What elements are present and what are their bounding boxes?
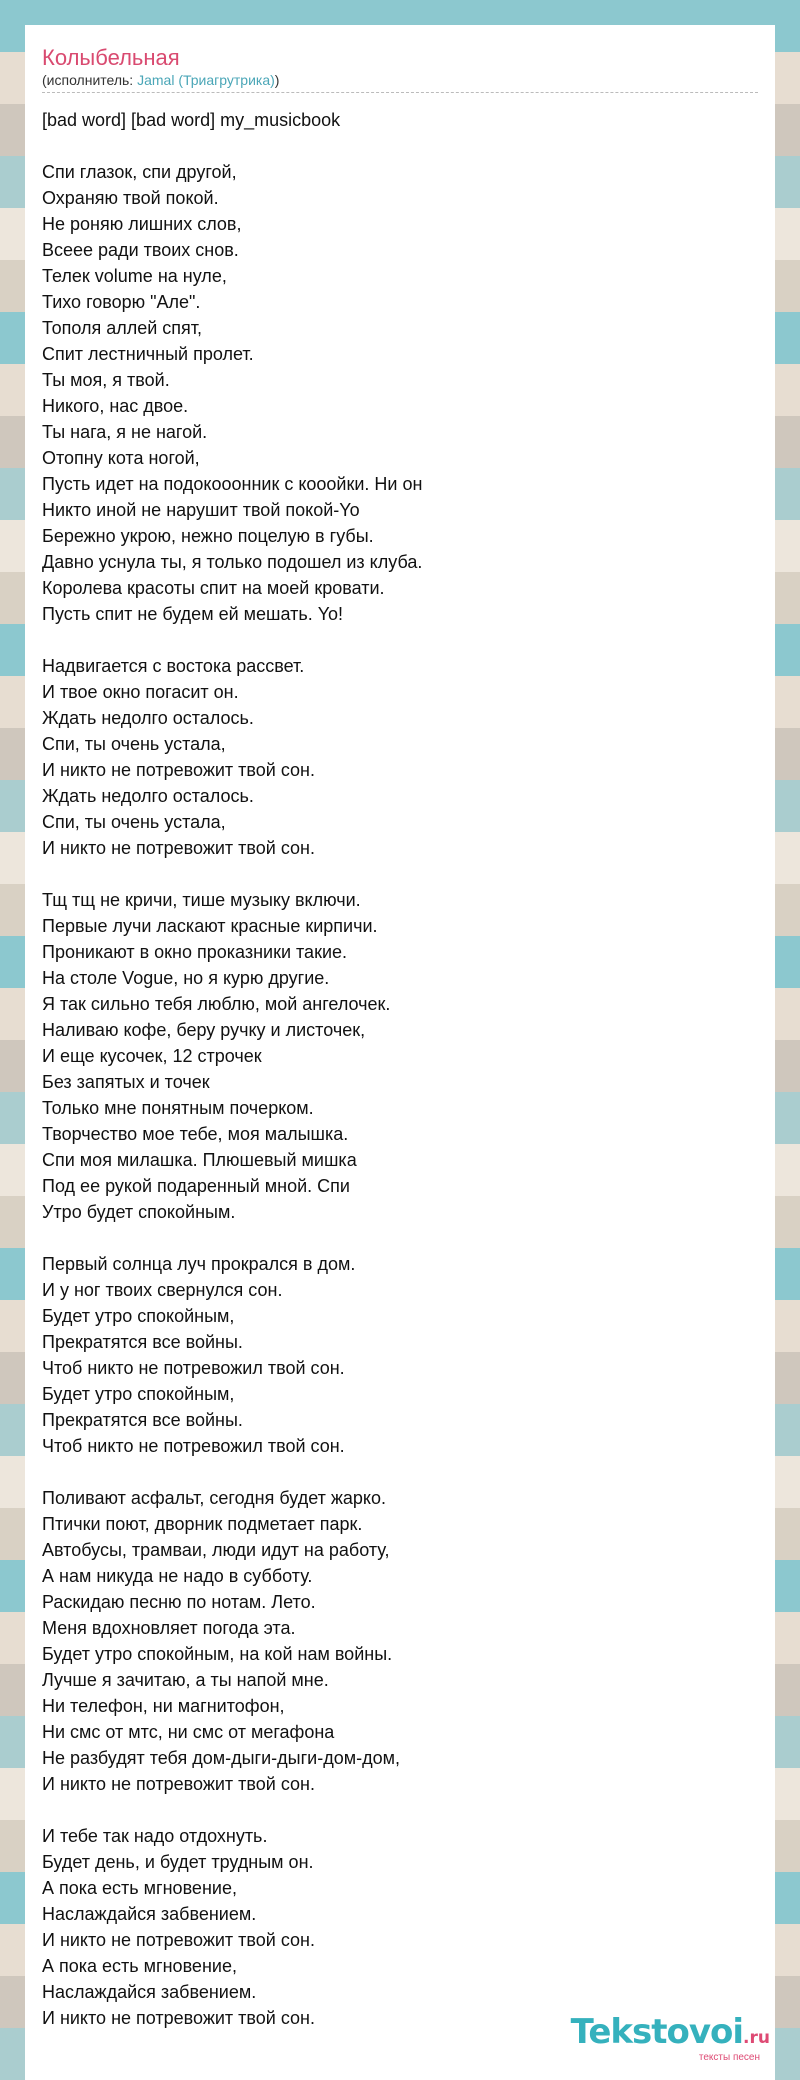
lyrics-line: Спит лестничный пролет. (42, 344, 254, 364)
lyrics-line: А пока есть мгновение, (42, 1956, 237, 1976)
lyrics-line: Проникают в окно проказники такие. (42, 942, 348, 962)
lyrics-line: Всеее ради твоих снов. (42, 240, 239, 260)
logo-tld: .ru (743, 2028, 770, 2048)
lyrics-line: Телек volume на нуле, (42, 266, 227, 286)
lyrics-line: Прекратятся все войны. (42, 1410, 243, 1430)
lyrics-blank-line (42, 861, 758, 887)
lyrics-line: Лучше я зачитаю, а ты напой мне. (42, 1670, 329, 1690)
performer-line (42, 71, 758, 93)
lyrics-line: Я так сильно тебя люблю, мой ангелочек. (42, 994, 391, 1014)
lyrics-line: Спи моя милашка. Плюшевый мишка (42, 1150, 357, 1170)
lyrics-line: Будет день, и будет трудным он. (42, 1852, 314, 1872)
performer-suffix: ) (274, 72, 280, 88)
lyrics-blank-line (42, 133, 758, 159)
lyrics-line: И еще кусочек, 12 строчек (42, 1046, 262, 1066)
lyrics-blank-line (42, 1225, 758, 1251)
lyrics-line: Птички поют, дворник подметает парк. (42, 1514, 363, 1534)
lyrics-line: Тщ тщ не кричи, тише музыку включи. (42, 890, 361, 910)
performer-prefix: (исполнитель: (42, 72, 138, 88)
lyrics-line: Никто иной не нарушит твой покой-Yo (42, 500, 360, 520)
lyrics-line: Спи, ты очень устала, (42, 812, 226, 832)
lyrics-line: Пусть идет на подокооонник с кооойки. Ни он (42, 474, 423, 494)
lyrics-line: Бережно укрою, нежно поцелую в губы. (42, 526, 374, 546)
lyrics-line: И у ног твоих свернулся сон. (42, 1280, 283, 1300)
lyrics-line: Меня вдохновляет погода эта. (42, 1618, 296, 1638)
logo-wordmark (565, 2014, 770, 2056)
lyrics-blank-line (42, 1459, 758, 1485)
lyrics-line: Ни смс от мтс, ни смс от мегафона (42, 1722, 335, 1742)
lyrics-line: Под ее рукой подаренный мной. Спи (42, 1176, 350, 1196)
lyrics-line: Не разбудят тебя дом-дыги-дыги-дом-дом, (42, 1748, 400, 1768)
lyrics-line: Утро будет спокойным. (42, 1202, 236, 1222)
logo-name: Tekstovoi (570, 2012, 744, 2052)
song-title: Колыбельная (42, 45, 180, 70)
lyrics-blank-line (42, 1797, 758, 1823)
lyrics-line: Чтоб никто не потревожил твой сон. (42, 1436, 345, 1456)
logo-tagline: тексты песен (698, 2052, 760, 2063)
lyrics-line: Прекратятся все войны. (42, 1332, 243, 1352)
lyrics-line: Только мне понятным почерком. (42, 1098, 314, 1118)
lyrics-line: [bad word] [bad word] my_musicbook (42, 110, 341, 130)
lyrics-line: Без запятых и точек (42, 1072, 210, 1092)
lyrics-line: Поливают асфальт, сегодня будет жарко. (42, 1488, 387, 1508)
lyrics-line: Будет утро спокойным, (42, 1384, 235, 1404)
lyrics-line: И никто не потревожит твой сон. (42, 1774, 315, 1794)
lyrics-line: Будет утро спокойным, на кой нам войны. (42, 1644, 393, 1664)
site-logo[interactable] (565, 2014, 770, 2063)
lyrics-line: Наслаждайся забвением. (42, 1982, 257, 2002)
lyrics-line: Будет утро спокойным, (42, 1306, 235, 1326)
lyrics-line: Тихо говорю "Але". (42, 292, 201, 312)
lyrics-line: Раскидаю песню по нотам. Лето. (42, 1592, 316, 1612)
artist-link[interactable]: Jamal (Триагрутрика) (137, 72, 275, 88)
lyrics-blank-line (42, 627, 758, 653)
lyrics-line: Давно уснула ты, я только подошел из клуба. (42, 552, 423, 572)
lyrics-line: А пока есть мгновение, (42, 1878, 237, 1898)
lyrics-text (42, 107, 758, 2031)
lyrics-line: И твое окно погасит он. (42, 682, 239, 702)
lyrics-line: Ты нага, я не нагой. (42, 422, 208, 442)
lyrics-line: На столе Vogue, но я курю другие. (42, 968, 330, 988)
lyrics-line: Творчество мое тебе, моя малышка. (42, 1124, 349, 1144)
lyrics-line: Ни телефон, ни магнитофон, (42, 1696, 285, 1716)
lyrics-line: Чтоб никто не потревожил твой сон. (42, 1358, 345, 1378)
lyrics-line: Ждать недолго осталось. (42, 708, 254, 728)
lyrics-line: Королева красоты спит на моей кровати. (42, 578, 385, 598)
lyrics-line: Первые лучи ласкают красные кирпичи. (42, 916, 378, 936)
lyrics-line: И тебе так надо отдохнуть. (42, 1826, 268, 1846)
lyrics-line: Ждать недолго осталось. (42, 786, 254, 806)
lyrics-line: Не роняю лишних слов, (42, 214, 242, 234)
lyrics-line: Первый солнца луч прокрался в дом. (42, 1254, 356, 1274)
lyrics-line: И никто не потревожит твой сон. (42, 2008, 315, 2028)
lyrics-line: Ты моя, я твой. (42, 370, 170, 390)
lyrics-line: Отопну кота ногой, (42, 448, 200, 468)
lyrics-line: Тополя аллей спят, (42, 318, 203, 338)
lyrics-line: И никто не потревожит твой сон. (42, 1930, 315, 1950)
lyrics-line: Надвигается с востока рассвет. (42, 656, 305, 676)
lyrics-line: Пусть спит не будем ей мешать. Yo! (42, 604, 344, 624)
lyrics-card (25, 25, 775, 2080)
lyrics-line: Автобусы, трамваи, люди идут на работу, (42, 1540, 390, 1560)
lyrics-line: Спи, ты очень устала, (42, 734, 226, 754)
lyrics-line: Спи глазок, спи другой, (42, 162, 237, 182)
lyrics-line: А нам никуда не надо в субботу. (42, 1566, 313, 1586)
lyrics-line: И никто не потревожит твой сон. (42, 838, 315, 858)
lyrics-line: Наливаю кофе, беру ручку и листочек, (42, 1020, 366, 1040)
lyrics-line: Наслаждайся забвением. (42, 1904, 257, 1924)
lyrics-line: Никого, нас двое. (42, 396, 189, 416)
lyrics-line: Охраняю твой покой. (42, 188, 219, 208)
lyrics-line: И никто не потревожит твой сон. (42, 760, 315, 780)
